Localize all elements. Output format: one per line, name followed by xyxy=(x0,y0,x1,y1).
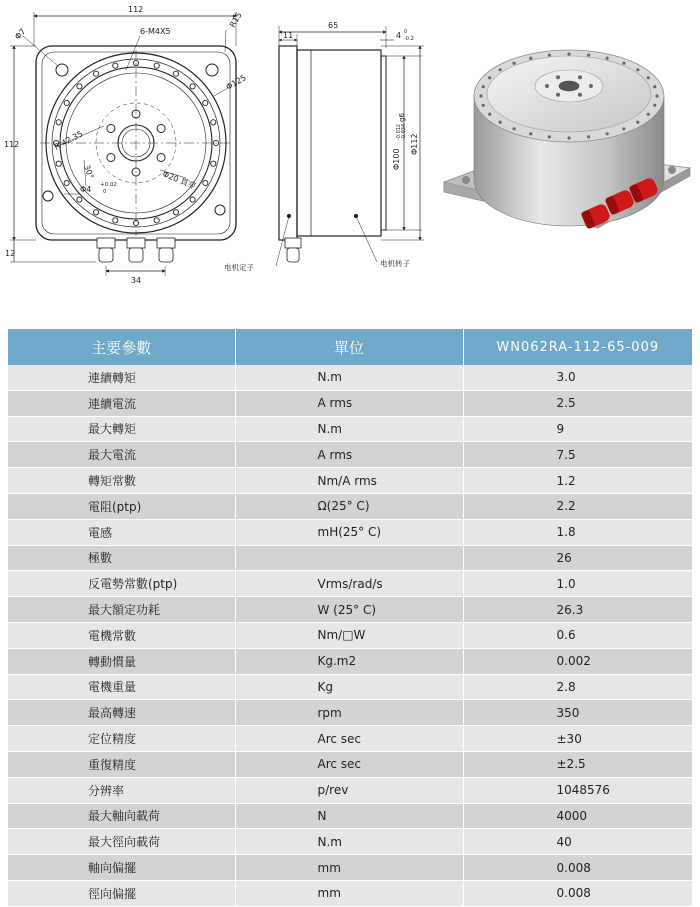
param-value: 3.0 xyxy=(463,365,692,390)
rotor-label: 电机转子 xyxy=(380,259,410,268)
param-name: 軸向偏擺 xyxy=(8,855,235,881)
front-leaders xyxy=(23,30,228,194)
param-unit: Ω(25° C) xyxy=(235,493,463,519)
render-bolt-hole xyxy=(488,113,491,116)
param-unit: p/rev xyxy=(235,777,463,803)
param-name: 極數 xyxy=(8,545,235,571)
param-value: 1.2 xyxy=(463,468,692,494)
param-value: 1.0 xyxy=(463,571,692,597)
render-bolt-hole xyxy=(548,135,551,138)
bolt-hole xyxy=(154,218,159,223)
table-row xyxy=(8,493,692,519)
bolt-hole xyxy=(56,120,61,125)
param-name: 電感 xyxy=(8,519,235,545)
param-unit: Arc sec xyxy=(235,751,463,777)
render-bolt-hole xyxy=(636,68,639,71)
render-bolt-hole xyxy=(622,62,625,65)
render-bolt-hole xyxy=(479,94,482,97)
render-bolt-hole xyxy=(513,127,516,130)
param-name: 轉動慣量 xyxy=(8,648,235,674)
param-value: 26 xyxy=(463,545,692,571)
render-bolt-hole xyxy=(529,57,532,60)
param-value: 4000 xyxy=(463,803,692,829)
render-bolt-hole xyxy=(653,104,656,107)
render-bolt-hole xyxy=(655,94,658,97)
param-unit: rpm xyxy=(235,700,463,726)
param-unit: N.m xyxy=(235,416,463,442)
param-name: 最高轉速 xyxy=(8,700,235,726)
dim-pcd-125: Φ125 xyxy=(224,73,248,92)
render-screw-hole xyxy=(556,75,560,79)
render-bolt-hole xyxy=(482,104,485,107)
dim-dia-112: Φ112 xyxy=(410,133,419,155)
param-unit: A rms xyxy=(235,390,463,416)
side-dimension-labels xyxy=(224,21,419,272)
render-bolt-hole xyxy=(587,135,590,138)
param-value: 2.2 xyxy=(463,493,692,519)
table-row xyxy=(8,674,692,700)
param-unit: W (25° C) xyxy=(235,597,463,623)
render-bolt-hole xyxy=(513,62,516,65)
param-name: 連續轉矩 xyxy=(8,365,235,390)
param-value: 9 xyxy=(463,416,692,442)
bolt-hole xyxy=(56,161,61,166)
dim-pin-hole: Φ4 xyxy=(80,185,92,194)
render-screw-hole xyxy=(589,84,593,88)
table-row xyxy=(8,700,692,726)
spec-table xyxy=(8,329,692,907)
table-row xyxy=(8,751,692,777)
bolt-hole xyxy=(203,100,208,105)
dim-radius-42: R 42.35 xyxy=(52,129,85,152)
param-value: ±30 xyxy=(463,726,692,752)
header-model: WN062RA-112-65-009 xyxy=(463,329,692,365)
screw-hole xyxy=(157,154,165,162)
param-name: 最大軸向載荷 xyxy=(8,803,235,829)
param-unit: N.m xyxy=(235,829,463,855)
render-bolt-hole xyxy=(647,113,650,116)
dim-top-width: 112 xyxy=(128,5,144,14)
table-row xyxy=(8,648,692,674)
dim-hole-dia: Φ7 xyxy=(13,26,28,42)
param-value: 1.8 xyxy=(463,519,692,545)
param-unit: A rms xyxy=(235,442,463,468)
dim-dia-100-tol-lower: -0.034 xyxy=(401,123,407,140)
render-bolt-hole xyxy=(567,136,570,139)
param-value: ±2.5 xyxy=(463,751,692,777)
render-bolt-hole xyxy=(653,85,656,88)
render-screw-hole xyxy=(578,93,582,97)
render-bolt-hole xyxy=(606,57,609,60)
bolt-hole xyxy=(173,210,178,215)
front-cable-glands xyxy=(97,238,175,276)
table-row xyxy=(8,803,692,829)
param-name: 定位精度 xyxy=(8,726,235,752)
render-screw-hole xyxy=(556,93,560,97)
table-row xyxy=(8,468,692,494)
header-unit: 單位 xyxy=(235,329,463,365)
spec-table-body xyxy=(8,365,692,906)
technical-drawings xyxy=(0,0,700,300)
bolt-hole xyxy=(113,218,118,223)
render-bolt-hole xyxy=(606,132,609,135)
dim-bore: Φ20 貫穿 xyxy=(161,169,198,191)
dim-flange-thk: 11 xyxy=(283,31,294,40)
param-unit: N xyxy=(235,803,463,829)
dim-step-4: 4 xyxy=(396,31,402,40)
front-view xyxy=(10,12,236,262)
table-row xyxy=(8,622,692,648)
param-unit: N.m xyxy=(235,365,463,390)
render-bolt-hole xyxy=(587,54,590,57)
bolt-hole xyxy=(64,100,69,105)
front-dimension-labels xyxy=(4,5,248,285)
render-bolt-hole xyxy=(499,68,502,71)
dim-pin-tol-upper: +0.02 xyxy=(100,182,117,188)
param-name: 反電勢常數(ptp) xyxy=(8,571,235,597)
table-row xyxy=(8,855,692,881)
table-row xyxy=(8,442,692,468)
render-bolt-hole xyxy=(482,85,485,88)
param-unit: Vrms/rad/s xyxy=(235,571,463,597)
table-row xyxy=(8,597,692,623)
param-name: 電機重量 xyxy=(8,674,235,700)
param-name: 分辨率 xyxy=(8,777,235,803)
screw-hole xyxy=(107,154,115,162)
bolt-hole xyxy=(93,71,98,76)
param-value: 350 xyxy=(463,700,692,726)
table-row xyxy=(8,829,692,855)
param-unit: Kg.m2 xyxy=(235,648,463,674)
table-row xyxy=(8,365,692,390)
param-unit: mH(25° C) xyxy=(235,519,463,545)
param-unit: Kg xyxy=(235,674,463,700)
bolt-hole xyxy=(113,63,118,68)
param-name: 重復精度 xyxy=(8,751,235,777)
motor-3d-render xyxy=(444,50,690,228)
dim-step-tol-lower: -0.2 xyxy=(404,36,414,42)
dim-screw-spec: 6-M4X5 xyxy=(140,27,171,36)
param-value: 1048576 xyxy=(463,777,692,803)
param-name: 最大額定功耗 xyxy=(8,597,235,623)
render-screw-hole xyxy=(578,75,582,79)
param-unit: mm xyxy=(235,855,463,881)
table-row xyxy=(8,390,692,416)
param-unit xyxy=(235,545,463,571)
param-name: 最大電流 xyxy=(8,442,235,468)
spec-table-header xyxy=(8,329,692,365)
stator-label: 电机定子 xyxy=(224,263,254,272)
render-bolt-hole xyxy=(499,121,502,124)
render-bolt-hole xyxy=(636,121,639,124)
bolt-hole xyxy=(93,210,98,215)
table-row xyxy=(8,726,692,752)
render-screw-hole xyxy=(545,84,549,88)
bolt-hole xyxy=(211,161,216,166)
dim-left-height: 112 xyxy=(4,140,20,149)
param-value: 40 xyxy=(463,829,692,855)
param-value: 0.008 xyxy=(463,880,692,906)
dim-cable-spacing: 34 xyxy=(131,276,142,285)
table-row xyxy=(8,571,692,597)
dim-total-length: 65 xyxy=(328,21,339,30)
param-unit: Nm/A rms xyxy=(235,468,463,494)
bolt-hole xyxy=(77,197,82,202)
param-name: 最大轉矩 xyxy=(8,416,235,442)
dim-pin-tol-lower: 0 xyxy=(103,189,107,195)
dim-dia-100-tol-upper: -0.012 xyxy=(396,123,402,140)
bolt-hole xyxy=(154,63,159,68)
dim-step-tol-upper: 0 xyxy=(404,29,408,35)
render-bolt-hole xyxy=(647,76,650,79)
render-bolt-hole xyxy=(488,76,491,79)
bolt-hole xyxy=(203,180,208,185)
dim-angle: 30° xyxy=(82,163,96,181)
table-row xyxy=(8,416,692,442)
param-value: 2.8 xyxy=(463,674,692,700)
param-unit: Arc sec xyxy=(235,726,463,752)
bolt-hole xyxy=(77,84,82,89)
table-row xyxy=(8,777,692,803)
bolt-hole xyxy=(190,197,195,202)
screw-hole xyxy=(107,125,115,133)
table-row xyxy=(8,519,692,545)
screw-hole xyxy=(157,125,165,133)
param-value: 0.002 xyxy=(463,648,692,674)
param-value: 7.5 xyxy=(463,442,692,468)
param-name: 最大徑向載荷 xyxy=(8,829,235,855)
dim-radius-corner: R15 xyxy=(227,10,244,29)
bolt-hole xyxy=(173,71,178,76)
dim-fit: g6 xyxy=(398,113,406,122)
param-value: 0.008 xyxy=(463,855,692,881)
param-unit: mm xyxy=(235,880,463,906)
param-value: 0.6 xyxy=(463,622,692,648)
dim-dia-100: Φ100 xyxy=(392,148,401,170)
table-row xyxy=(8,880,692,906)
param-name: 電機常數 xyxy=(8,622,235,648)
param-name: 電阻(ptp) xyxy=(8,493,235,519)
dim-flange-bottom: 12 xyxy=(5,249,16,258)
bolt-hole xyxy=(211,120,216,125)
table-row xyxy=(8,545,692,571)
param-name: 連續電流 xyxy=(8,390,235,416)
header-param: 主要參數 xyxy=(8,329,235,365)
param-value: 26.3 xyxy=(463,597,692,623)
render-bolt-hole xyxy=(567,52,570,55)
param-name: 轉矩常數 xyxy=(8,468,235,494)
render-bolt-hole xyxy=(529,132,532,135)
param-value: 2.5 xyxy=(463,390,692,416)
param-name: 徑向偏擺 xyxy=(8,880,235,906)
side-view xyxy=(276,26,424,266)
bolt-hole xyxy=(64,180,69,185)
bolt-hole xyxy=(190,84,195,89)
render-bolt-hole xyxy=(548,54,551,57)
param-unit: Nm/□W xyxy=(235,622,463,648)
render-bolt-hole xyxy=(622,127,625,130)
